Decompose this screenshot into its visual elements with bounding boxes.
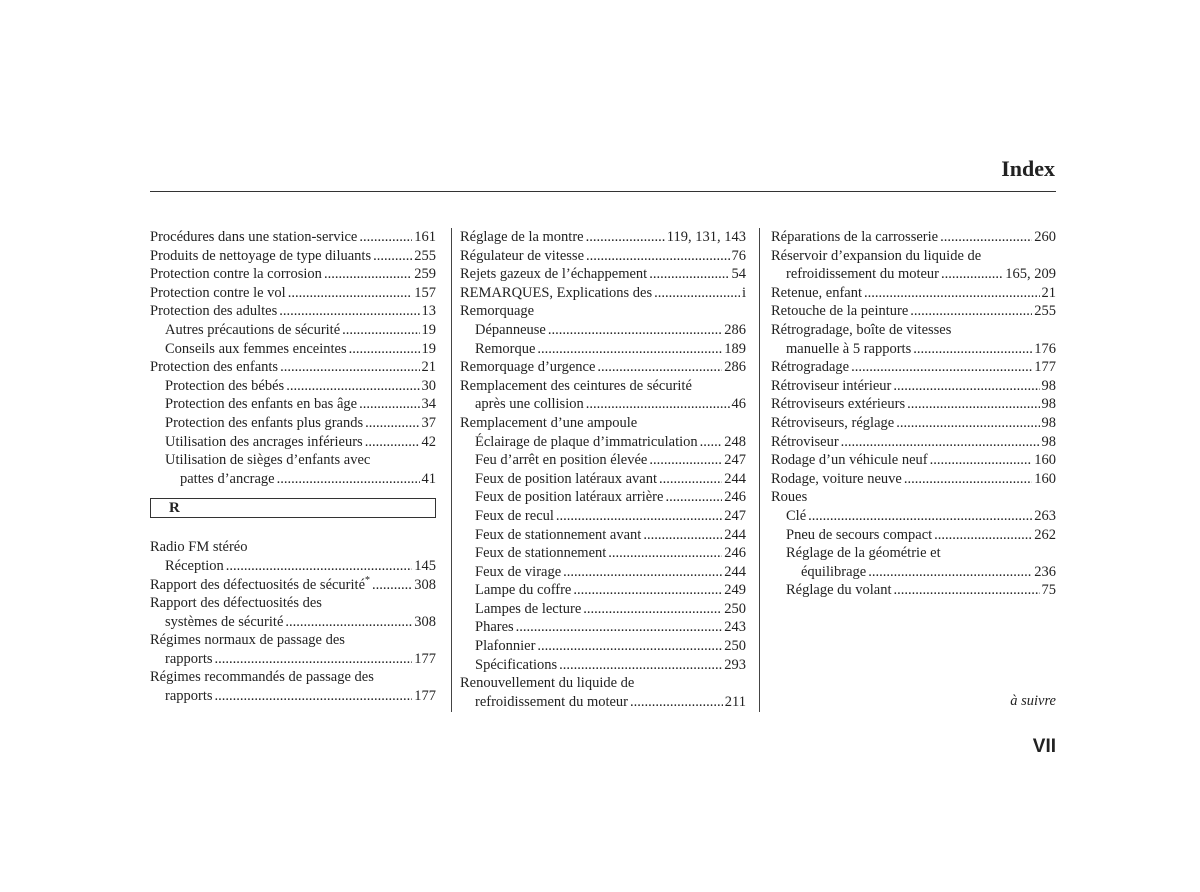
- index-entry: [771, 526, 1056, 545]
- entry-label: Rétroviseur intérieur: [771, 377, 892, 394]
- index-heading: [150, 594, 436, 613]
- entry-label: Réception: [165, 557, 224, 574]
- index-heading: [150, 538, 436, 557]
- entry-label: Lampes de lecture: [475, 600, 582, 617]
- entry-label: Procédures dans une station-service: [150, 229, 358, 245]
- dot-leader: [841, 433, 1040, 452]
- index-entry: [771, 433, 1056, 452]
- entry-label: Rétroviseurs extérieurs: [771, 396, 906, 413]
- entry-page-ref: 176: [1034, 340, 1056, 357]
- index-entry: [150, 395, 436, 414]
- entry-label: Rétrogradage, boîte de vitesses: [771, 321, 952, 338]
- dot-leader: [277, 470, 420, 489]
- index-entry: [150, 358, 436, 377]
- entry-page-ref: 255: [1034, 303, 1056, 320]
- dot-leader: [359, 228, 412, 247]
- dot-leader: [907, 395, 1039, 414]
- entry-page-ref: 249: [724, 582, 746, 599]
- index-entry: [150, 321, 436, 340]
- entry-page-ref: 34: [421, 396, 436, 413]
- dot-leader: [215, 650, 413, 669]
- index-entry: [150, 340, 436, 359]
- entry-label: manuelle à 5 rapports: [786, 340, 912, 357]
- dot-leader: [913, 340, 1032, 359]
- entry-label: Régimes recommandés de passage des: [150, 669, 374, 686]
- entry-page-ref: i: [741, 284, 746, 301]
- entry-page-ref: 260: [1034, 229, 1056, 245]
- entry-page-ref: 236: [1034, 563, 1056, 580]
- entry-label: Rétroviseur: [771, 433, 839, 450]
- page-title: Index: [1001, 156, 1055, 181]
- entry-label: Rapport des défectuosités des: [150, 595, 322, 612]
- entry-page-ref: 262: [1034, 526, 1056, 543]
- entry-page-ref: 247: [724, 507, 746, 524]
- index-heading: [460, 674, 746, 693]
- dot-leader: [597, 358, 722, 377]
- entry-label: Protection des enfants en bas âge: [165, 396, 358, 413]
- dot-leader: [586, 228, 665, 247]
- index-entry: [150, 302, 436, 321]
- entry-label: Dépanneuse: [475, 321, 546, 338]
- index-entry: [460, 507, 746, 526]
- entry-label: Protection des adultes: [150, 303, 278, 320]
- index-entry: [460, 600, 746, 619]
- index-entry: [771, 284, 1056, 303]
- entry-label: Protection des enfants: [150, 359, 279, 376]
- index-entry: [150, 377, 436, 396]
- dot-leader: [573, 581, 722, 600]
- dot-leader: [643, 526, 722, 545]
- entry-page-ref: 243: [724, 619, 746, 636]
- dot-leader: [215, 687, 413, 706]
- entry-label: Conseils aux femmes enceintes: [165, 340, 347, 357]
- dot-leader: [349, 340, 420, 359]
- entry-label: systèmes de sécurité: [165, 613, 284, 630]
- dot-leader: [583, 600, 722, 619]
- index-entry: [460, 618, 746, 637]
- entry-label: Feux de virage: [475, 563, 562, 580]
- dot-leader: [864, 284, 1040, 303]
- entry-label: Rejets gazeux de l’échappement: [460, 266, 648, 283]
- entry-page-ref: 98: [1041, 433, 1056, 450]
- entry-page-ref: 250: [724, 600, 746, 617]
- dot-leader: [288, 284, 413, 303]
- index-entry: [460, 526, 746, 545]
- entry-page-ref: 177: [414, 650, 436, 667]
- entry-page-ref: 119, 131, 143: [666, 229, 746, 245]
- entry-page-ref: 165, 209: [1005, 266, 1056, 283]
- entry-page-ref: 189: [724, 340, 746, 357]
- dot-leader: [659, 470, 722, 489]
- dot-leader: [279, 302, 419, 321]
- entry-label: Retenue, enfant: [771, 284, 862, 301]
- dot-leader: [665, 488, 722, 507]
- continued-note: à suivre: [1010, 693, 1056, 709]
- entry-page-ref: 98: [1041, 396, 1056, 413]
- entry-label: Protection contre le vol: [150, 284, 286, 301]
- entry-label: Protection des bébés: [165, 377, 285, 394]
- index-entry: [150, 650, 436, 669]
- entry-label: équilibrage: [801, 563, 867, 580]
- dot-leader: [910, 302, 1032, 321]
- index-entry: [460, 637, 746, 656]
- entry-label: rapports: [165, 688, 213, 705]
- index-entry: [771, 228, 1056, 247]
- entry-label: Retouche de la peinture: [771, 303, 909, 320]
- index-heading: [150, 668, 436, 687]
- index-entry: [460, 265, 746, 284]
- index-entry: [150, 228, 436, 247]
- entry-label: Radio FM stéréo: [150, 539, 248, 556]
- entry-label: Clé: [786, 507, 807, 524]
- entry-page-ref: 75: [1041, 582, 1056, 599]
- index-heading: [771, 544, 1056, 563]
- index-entry: [771, 563, 1056, 582]
- entry-label: Protection contre la corrosion: [150, 266, 322, 283]
- dot-leader: [359, 395, 419, 414]
- index-entry: [150, 557, 436, 576]
- entry-label: Rodage, voiture neuve: [771, 470, 902, 487]
- dot-leader: [649, 265, 729, 284]
- index-entry: [771, 358, 1056, 377]
- entry-label: Réglage de la montre: [460, 229, 584, 245]
- entry-page-ref: 30: [421, 377, 436, 394]
- entry-page-ref: 263: [1034, 507, 1056, 524]
- entry-page-ref: 177: [1034, 359, 1056, 376]
- dot-leader: [226, 557, 412, 576]
- index-heading: [460, 414, 746, 433]
- entry-page-ref: 145: [414, 557, 436, 574]
- entry-page-ref: 286: [724, 359, 746, 376]
- entry-page-ref: 247: [724, 452, 746, 469]
- dot-leader: [365, 433, 420, 452]
- dot-leader: [608, 544, 722, 563]
- dot-leader: [868, 563, 1032, 582]
- dot-leader: [365, 414, 419, 433]
- index-entry: [771, 414, 1056, 433]
- entry-label: Rapport des défectuosités de sécurité*: [150, 574, 371, 593]
- index-heading: [460, 302, 746, 321]
- index-entry: [460, 581, 746, 600]
- entry-label: Réservoir d’expansion du liquide de: [771, 247, 982, 264]
- index-entry: [150, 433, 436, 452]
- entry-page-ref: 177: [414, 688, 436, 705]
- entry-page-ref: 244: [724, 563, 746, 580]
- dot-leader: [894, 581, 1040, 600]
- entry-label: Feux de position latéraux arrière: [475, 489, 664, 506]
- index-entry: [150, 576, 436, 595]
- index-entry: [460, 321, 746, 340]
- entry-label: Régimes normaux de passage des: [150, 632, 345, 649]
- index-heading: [150, 631, 436, 650]
- entry-page-ref: 46: [731, 396, 746, 413]
- entry-page-ref: 160: [1034, 470, 1056, 487]
- entry-label: Remorque: [475, 340, 536, 357]
- entry-label: Plafonnier: [475, 638, 536, 655]
- dot-leader: [280, 358, 419, 377]
- entry-label: Régulateur de vitesse: [460, 247, 585, 264]
- entry-label: Spécifications: [475, 656, 558, 673]
- column-divider: [759, 228, 760, 712]
- dot-leader: [630, 693, 723, 712]
- entry-label: Rodage d’un véhicule neuf: [771, 452, 928, 469]
- entry-page-ref: 308: [414, 576, 436, 593]
- entry-page-ref: 13: [421, 303, 436, 320]
- dot-leader: [559, 656, 722, 675]
- index-entry: [771, 377, 1056, 396]
- entry-page-ref: 286: [724, 321, 746, 338]
- dot-leader: [342, 321, 419, 340]
- dot-leader: [654, 284, 740, 303]
- entry-label: Feux de position latéraux avant: [475, 470, 658, 487]
- entry-label: Réglage de la géométrie et: [786, 545, 941, 562]
- entry-page-ref: 76: [731, 247, 746, 264]
- index-entry: [150, 687, 436, 706]
- index-entry: [460, 656, 746, 675]
- entry-page-ref: 157: [414, 284, 436, 301]
- index-entry: [460, 451, 746, 470]
- entry-label: après une collision: [475, 396, 584, 413]
- entry-page-ref: 19: [421, 321, 436, 338]
- entry-page-ref: 248: [724, 433, 746, 450]
- index-entry: [460, 563, 746, 582]
- dot-leader: [904, 470, 1032, 489]
- dot-leader: [516, 618, 723, 637]
- entry-page-ref: 21: [1041, 284, 1056, 301]
- dot-leader: [700, 433, 723, 452]
- entry-page-ref: 98: [1041, 377, 1056, 394]
- index-entry: [460, 228, 746, 247]
- entry-label: Remplacement des ceintures de sécurité: [460, 377, 692, 394]
- entry-page-ref: 244: [724, 470, 746, 487]
- entry-page-ref: 42: [421, 433, 436, 450]
- index-entry: [150, 247, 436, 266]
- index-entry: [771, 265, 1056, 284]
- entry-label: Utilisation des ancrages inférieurs: [165, 433, 363, 450]
- entry-label: refroidissement du moteur: [475, 693, 629, 710]
- dot-leader: [372, 576, 412, 595]
- entry-page-ref: 98: [1041, 414, 1056, 431]
- entry-label: Produits de nettoyage de type diluants: [150, 247, 372, 264]
- entry-label: Renouvellement du liquide de: [460, 675, 635, 692]
- entry-label: Lampe du coffre: [475, 582, 572, 599]
- index-entry: [150, 470, 436, 489]
- entry-page-ref: 250: [724, 638, 746, 655]
- index-entry: [460, 433, 746, 452]
- entry-label: Pneu de secours compact: [786, 526, 933, 543]
- dot-leader: [324, 265, 412, 284]
- index-entry: [150, 265, 436, 284]
- footnote-marker: *: [365, 574, 371, 586]
- index-entry: [150, 284, 436, 303]
- entry-page-ref: 54: [731, 266, 746, 283]
- index-entry: [460, 247, 746, 266]
- section-letter-box: R: [150, 498, 436, 518]
- index-heading: [771, 247, 1056, 266]
- index-entry: [771, 507, 1056, 526]
- entry-label: pattes d’ancrage: [180, 470, 275, 487]
- entry-label: Remorquage d’urgence: [460, 359, 596, 376]
- index-entry: [771, 470, 1056, 489]
- index-entry: [771, 340, 1056, 359]
- entry-page-ref: 259: [414, 266, 436, 283]
- entry-page-ref: 246: [724, 545, 746, 562]
- entry-label: refroidissement du moteur: [786, 266, 940, 283]
- entry-page-ref: 244: [724, 526, 746, 543]
- entry-page-ref: 19: [421, 340, 436, 357]
- index-entry: [460, 340, 746, 359]
- entry-label: Réglage du volant: [786, 582, 892, 599]
- index-entry: [771, 395, 1056, 414]
- entry-label: Autres précautions de sécurité: [165, 321, 341, 338]
- entry-label: Réparations de la carrosserie: [771, 229, 939, 245]
- dot-leader: [285, 613, 412, 632]
- entry-label: Utilisation de sièges d’enfants avec: [165, 452, 371, 469]
- index-entry: [150, 414, 436, 433]
- index-heading: [460, 377, 746, 396]
- dot-leader: [537, 340, 722, 359]
- entry-label: Remplacement d’une ampoule: [460, 414, 638, 431]
- dot-leader: [548, 321, 722, 340]
- index-heading: [771, 321, 1056, 340]
- dot-leader: [893, 377, 1039, 396]
- index-entry: [460, 693, 746, 712]
- entry-label: Feu d’arrêt en position élevée: [475, 452, 648, 469]
- dot-leader: [934, 526, 1032, 545]
- entry-label: Feux de stationnement: [475, 545, 607, 562]
- dot-leader: [649, 451, 722, 470]
- page-number: VII: [1032, 736, 1056, 757]
- entry-label: Éclairage de plaque d’immatriculation: [475, 433, 698, 450]
- entry-label: REMARQUES, Explications des: [460, 284, 653, 301]
- entry-label: Roues: [771, 489, 808, 506]
- dot-leader: [941, 265, 1003, 284]
- entry-page-ref: 211: [724, 693, 746, 710]
- dot-leader: [373, 247, 412, 266]
- dot-leader: [808, 507, 1032, 526]
- entry-page-ref: 308: [414, 613, 436, 630]
- index-entry: [460, 395, 746, 414]
- index-entry: [771, 581, 1056, 600]
- entry-label: Feux de recul: [475, 507, 554, 524]
- dot-leader: [537, 637, 722, 656]
- index-column-2: [460, 228, 746, 711]
- dot-leader: [940, 228, 1032, 247]
- entry-page-ref: 161: [414, 229, 436, 245]
- index-entry: [460, 470, 746, 489]
- entry-label: Phares: [475, 619, 514, 636]
- index-heading: [771, 488, 1056, 507]
- index-entry: [460, 488, 746, 507]
- index-entry: [460, 358, 746, 377]
- entry-label: rapports: [165, 650, 213, 667]
- index-column-3: [771, 228, 1056, 600]
- index-entry: [771, 302, 1056, 321]
- index-heading: [150, 451, 436, 470]
- dot-leader: [563, 563, 722, 582]
- dot-leader: [851, 358, 1032, 377]
- index-entry: [460, 284, 746, 303]
- entry-label: Protection des enfants plus grands: [165, 414, 364, 431]
- index-entry: [771, 451, 1056, 470]
- entry-page-ref: 21: [421, 359, 436, 376]
- title-rule: [150, 191, 1056, 192]
- index-entry: [460, 544, 746, 563]
- column-divider: [451, 228, 452, 712]
- entry-page-ref: 41: [421, 470, 436, 487]
- dot-leader: [586, 247, 729, 266]
- entry-page-ref: 293: [724, 656, 746, 673]
- dot-leader: [896, 414, 1039, 433]
- dot-leader: [586, 395, 730, 414]
- dot-leader: [286, 377, 419, 396]
- entry-page-ref: 160: [1034, 452, 1056, 469]
- index-column-1: [150, 228, 436, 706]
- entry-page-ref: 255: [414, 247, 436, 264]
- entry-page-ref: 246: [724, 489, 746, 506]
- index-entry: [150, 613, 436, 632]
- entry-label: Feux de stationnement avant: [475, 526, 642, 543]
- entry-label: Rétroviseurs, réglage: [771, 414, 895, 431]
- entry-label: Remorquage: [460, 303, 535, 320]
- entry-page-ref: 37: [421, 414, 436, 431]
- entry-label: Rétrogradage: [771, 359, 850, 376]
- dot-leader: [556, 507, 722, 526]
- dot-leader: [930, 451, 1033, 470]
